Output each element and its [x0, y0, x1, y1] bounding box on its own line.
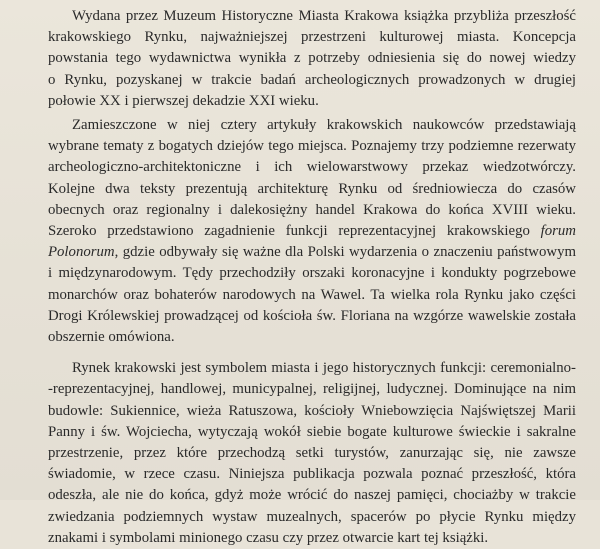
text-line: Panny i św. Wojciecha, wytyczają wokół siebie bogate kulturowe świeckie i sakralne	[48, 423, 576, 440]
text-line: świadomie, w rzece czasu. Niniejsza publikacja pozwala poznać przeszłość, która	[48, 466, 576, 483]
text-line: -reprezentacyjnej, handlowej, municypalnej, religijnej, ludycznej. Dominujące na nim	[48, 381, 576, 398]
text-line: odeszła, ale nie do końca, gdyż może wrócić do naszej pamięci, chociażby w trakcie	[48, 487, 576, 504]
text-line: powstania tego wydawnictwa wynikła z potrzeby odniesienia się do nowej wiedzy	[48, 50, 576, 67]
text-line: o Rynku, pozyskanej w trakcie badań archeologicznych prowadzonych w drugiej	[48, 71, 576, 88]
italic-term: forum	[540, 223, 576, 240]
text-line-with-italic: Polonorum, gdzie odbywały się ważne dla Polski wydarzenia o znaczeniu państwowym	[48, 244, 576, 261]
text-segment: Szeroko przedstawiono zagadnienie funkcji reprezentacyjnej krakowskiego	[48, 223, 530, 240]
paragraph-3	[48, 358, 576, 549]
text-line: Kolejne dwa teksty prezentują architekturę Rynku od średniowiecza do czasów	[48, 180, 576, 197]
text-line: Rynek krakowski jest symbolem miasta i jego historycznych funkcji: ceremonialno-	[72, 360, 576, 377]
italic-term: Polonorum	[48, 244, 115, 261]
text-line: Drogi Królewskiej prowadzącej od kościoła św. Floriana na wzgórze wawelskie została	[48, 307, 576, 324]
text-line: Wydana przez Muzeum Historyczne Miasta Krakowa książka przybliża przeszłość	[72, 8, 576, 24]
text-line: znakami i symbolami minionego czasu czy przez otwarcie kart tej książki.	[48, 529, 489, 546]
paragraph-2	[48, 115, 576, 348]
text-segment: gdzie odbywały się ważne dla Polski wydarzenia o znaczeniu państwowym	[122, 244, 576, 261]
text-block	[48, 6, 576, 549]
text-line: obecnych oraz regionalny i dalekosiężny handel Krakowa do końca XVIII wieku.	[48, 201, 576, 218]
text-line: monarchów oraz bohaterów narodowych na Wawel. Ta wielka rola Rynku jako części	[48, 286, 576, 303]
text-line: wybrane tematy z bogatych dziejów tego miejsca. Poznajemy trzy podziemne rezerwaty	[48, 138, 576, 155]
text-line: archeologiczno-architektoniczne i ich wielowarstwowy przekaz wiedzotwórczy.	[48, 159, 576, 176]
text-line: zwiedzania podziemnych wystaw muzealnych, spacerów po płycie Rynku między	[48, 508, 576, 525]
paragraph-1	[48, 6, 576, 112]
text-line: przestrzenie, przez które przechodzą setki turystów, zanurzając się, nie zawsze	[48, 445, 576, 462]
text-line: i międzynarodowym. Tędy przechodziły orszaki koronacyjne i kondukty pogrzebowe	[48, 265, 576, 282]
text-line: krakowskiego Rynku, najważniejszej przestrzeni kulturowej miasta. Koncepcja	[48, 29, 576, 46]
text-line: Zamieszczone w niej cztery artykuły krakowskich naukowców przedstawiają	[72, 117, 576, 134]
text-line: połowie XX i pierwszej dekadzie XXI wieku.	[48, 92, 319, 109]
text-line-with-italic	[48, 221, 576, 242]
text-line: obszernie omówiona.	[48, 329, 175, 346]
text-line: budowle: Sukiennice, wieża Ratuszowa, kościoły Wniebowzięcia Najświętszej Marii	[48, 402, 576, 419]
